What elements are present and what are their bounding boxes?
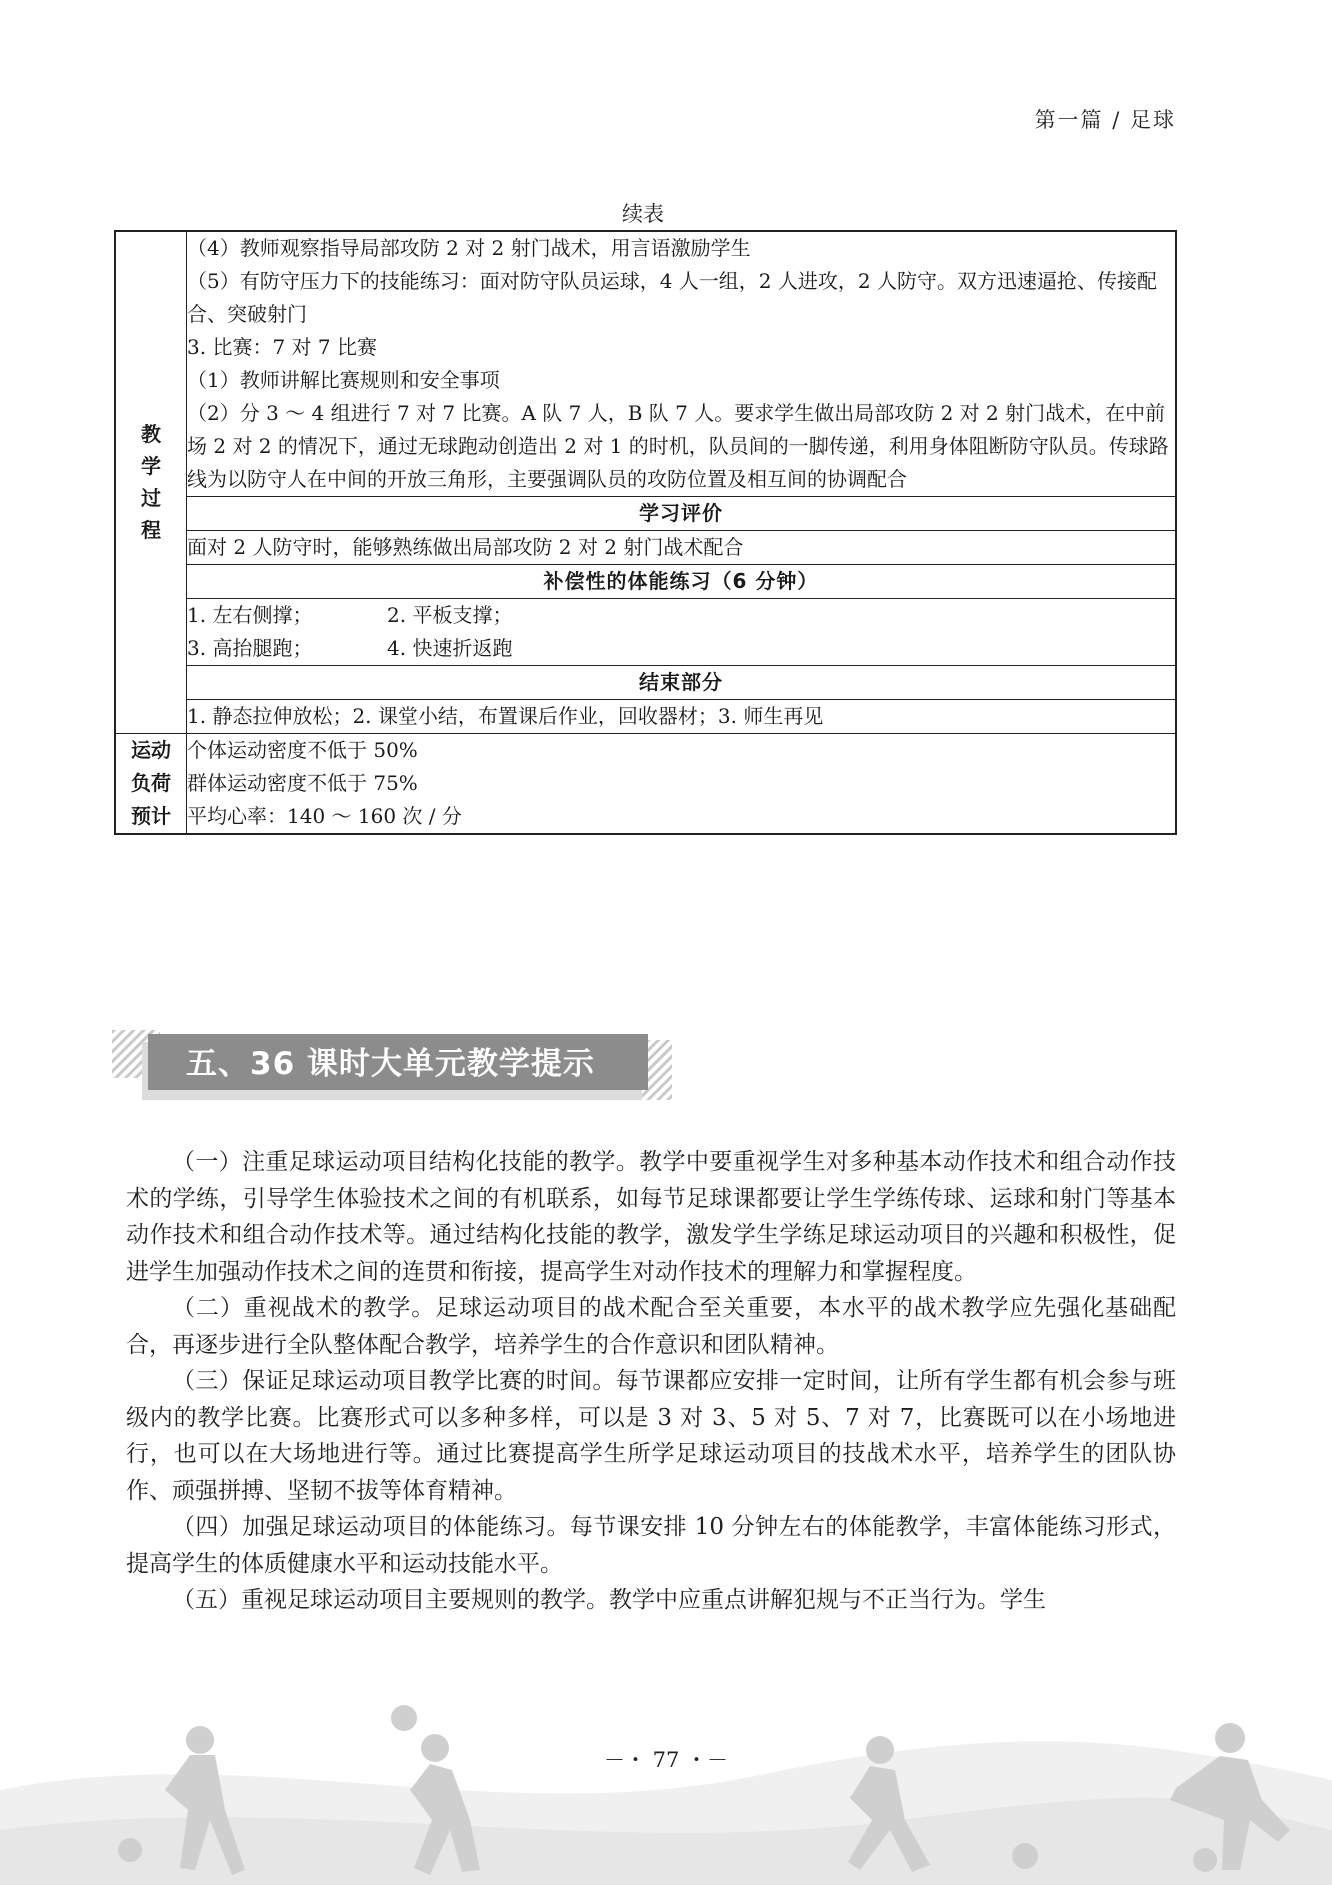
fitness-heading: 补偿性的体能练习（6 分钟） <box>187 565 1177 599</box>
page-number: －・ 77 ・－ <box>603 1748 729 1772</box>
load-label: 运动 负荷 预计 <box>115 734 187 835</box>
fitness-item: 3. 高抬腿跑； <box>187 636 313 660</box>
lesson-table <box>114 230 1177 835</box>
load-line: 个体运动密度不低于 50% <box>187 738 418 762</box>
paragraph: （三）保证足球运动项目教学比赛的时间。每节课都应安排一定时间，让所有学生都有机会参与班级内的教学比赛。比赛形式可以多种多样，可以是 3 对 3、5 对 5、7 对 7，比赛既可以在小场地进行，也可以在大场地进行等。通过比赛提高学生所学足球运动项目的技战术水平，培养学生的团队协作、顽强拼搏、坚韧不拔等体育精神。 <box>126 1368 1176 1504</box>
paragraph: （四）加强足球运动项目的体能练习。每节课安排 10 分钟左右的体能教学，丰富体能练习形式，提高学生的体质健康水平和运动技能水平。 <box>126 1514 1176 1577</box>
fitness-item: 1. 左右侧撑； <box>187 603 313 627</box>
process-line: （5）有防守压力下的技能练习：面对防守队员运球，4 人一组，2 人进攻，2 人防守。双方迅速逼抢、传接配合、突破射门 <box>187 269 1157 326</box>
process-line: （4）教师观察指导局部攻防 2 对 2 射门战术，用言语激励学生 <box>187 236 751 260</box>
paragraph: （二）重视战术的教学。足球运动项目的战术配合至关重要，本水平的战术教学应先强化基础配合，再逐步进行全队整体配合教学，培养学生的合作意识和团队精神。 <box>126 1295 1176 1358</box>
body-text <box>126 1144 1176 1619</box>
ending-heading: 结束部分 <box>187 666 1177 700</box>
paragraph: （一）注重足球运动项目结构化技能的教学。教学中要重视学生对多种基本动作技术和组合动作技术的学练，引导学生体验技术之间的有机联系，如每节足球课都要让学生学练传球、运球和射门等基本动作技术和组合动作技术等。通过结构化技能的教学，激发学生学练足球运动项目的兴趣和积极性，促进学生加强动作技术之间的连贯和衔接，提高学生对动作技术的理解力和掌握程度。 <box>126 1149 1176 1285</box>
load-line: 群体运动密度不低于 75% <box>187 771 418 795</box>
footer-soccer-silhouettes <box>0 1680 1332 1885</box>
section-title: 五、36 课时大单元教学提示 <box>186 1046 595 1082</box>
evaluation-text: 面对 2 人防守时，能够熟练做出局部攻防 2 对 2 射门战术配合 <box>187 531 1177 565</box>
load-line: 平均心率：140 ～ 160 次 / 分 <box>187 804 462 828</box>
ending-text: 1. 静态拉伸放松；2. 课堂小结，布置课后作业，回收器材；3. 师生再见 <box>187 700 1177 734</box>
fitness-item: 4. 快速折返跑 <box>387 636 513 660</box>
process-line: （1）教师讲解比赛规则和安全事项 <box>187 368 500 392</box>
process-label <box>115 231 187 734</box>
process-line: 3. 比赛：7 对 7 比赛 <box>187 335 377 359</box>
process-label-text: 教 学 过 程 <box>141 422 161 542</box>
evaluation-heading: 学习评价 <box>187 497 1177 531</box>
paragraph: （五）重视足球运动项目主要规则的教学。教学中应重点讲解犯规与不正当行为。学生 <box>172 1587 1046 1613</box>
fitness-item: 2. 平板支撑； <box>387 603 513 627</box>
process-line: （2）分 3 ～ 4 组进行 7 对 7 比赛。A 队 7 人，B 队 7 人。要求学生做出局部攻防 2 对 2 射门战术，在中前场 2 对 2 的情况下，通过无球跑动创造出 2 对 1 的时机，队员间的一脚传递，利用身体阻断防守队员。传球路线为以防守人在中间的开放三角形，主要强调队员的攻防位置及相互间的协调配合 <box>187 401 1169 491</box>
load-content <box>187 734 1177 835</box>
fitness-items <box>187 599 1177 666</box>
process-content <box>187 231 1177 497</box>
running-header: 第一篇 / 足球 <box>1034 108 1176 132</box>
table-caption: 续表 <box>622 202 664 226</box>
